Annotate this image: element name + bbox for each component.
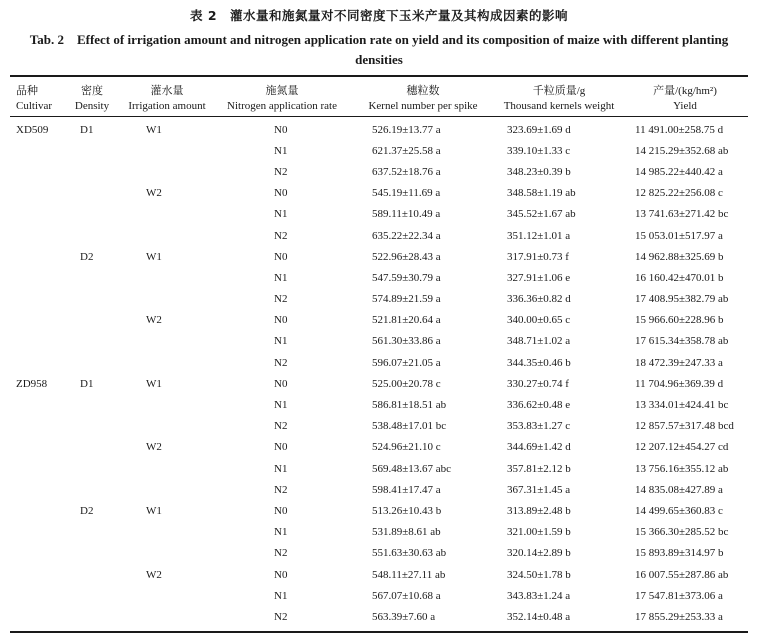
cell-kernel-weight: 345.52±1.67 ab (507, 208, 576, 221)
cell-cultivar: ZD958 (16, 377, 48, 390)
header-cultivar-en: Cultivar (16, 100, 53, 112)
cell-kernel-number: 548.11±27.11 ab (372, 568, 446, 581)
header-density (72, 84, 112, 114)
cell-irrigation (146, 416, 274, 437)
table-row (10, 564, 748, 585)
table-row (10, 310, 748, 331)
cell-kernel-number: 526.19±13.77 a (372, 123, 441, 136)
cell-irrigation (146, 140, 274, 161)
cell-kernel-number: 561.30±33.86 a (372, 335, 441, 348)
cell-irrigation (146, 331, 274, 352)
table-title-english: Tab. 2 Effect of irrigation amount and nitrogen application rate on yield and its composition of maize with different planting densities (29, 32, 729, 67)
cell-cultivar (10, 585, 80, 606)
cell-kernel-number: 513.26±10.43 b (372, 504, 442, 517)
cell-irrigation (146, 543, 274, 564)
cell-nitrogen: N2 (274, 229, 288, 242)
cell-cultivar (10, 161, 80, 182)
cell-yield: 15 053.01±517.97 a (635, 229, 723, 242)
table-row (10, 352, 748, 373)
cell-density (80, 352, 146, 373)
table-row (10, 161, 748, 182)
cell-yield: 18 472.39±247.33 a (635, 356, 723, 369)
cell-kernel-number: 635.22±22.34 a (372, 229, 441, 242)
cell-nitrogen: N1 (274, 462, 288, 475)
cell-nitrogen: N0 (274, 568, 288, 581)
bottom-rule (10, 631, 748, 633)
table-row (10, 606, 748, 627)
table-row (10, 416, 748, 437)
cell-nitrogen: N0 (274, 377, 288, 390)
cell-kernel-weight: 343.83±1.24 a (507, 589, 571, 602)
cell-irrigation: W2 (146, 568, 162, 581)
cell-cultivar (10, 140, 80, 161)
header-weight-cn: 千粒质量/g (532, 85, 586, 97)
cell-nitrogen: N0 (274, 123, 288, 136)
cell-irrigation: W2 (146, 441, 162, 454)
cell-yield: 17 855.29±253.33 a (635, 610, 723, 623)
cell-kernel-number: 525.00±20.78 c (372, 377, 441, 390)
table-row (10, 204, 748, 225)
cell-irrigation: W1 (146, 123, 162, 136)
cell-cultivar (10, 289, 80, 310)
table-row (10, 458, 748, 479)
cell-cultivar (10, 479, 80, 500)
header-density-en: Density (74, 100, 110, 112)
cell-irrigation: W1 (146, 250, 162, 263)
cell-kernel-number: 521.81±20.64 a (372, 314, 441, 327)
cell-irrigation: W2 (146, 187, 162, 200)
cell-cultivar (10, 458, 80, 479)
cell-nitrogen: N2 (274, 420, 288, 433)
cell-cultivar: XD509 (16, 123, 49, 136)
cell-kernel-number: 563.39±7.60 a (372, 610, 436, 623)
cell-density (80, 394, 146, 415)
cell-kernel-weight: 348.58±1.19 ab (507, 187, 576, 200)
cell-yield: 16 160.42±470.01 b (635, 271, 724, 284)
cell-density (80, 289, 146, 310)
cell-nitrogen: N0 (274, 441, 288, 454)
cell-yield: 15 893.89±314.97 b (635, 547, 724, 560)
cell-kernel-weight: 324.50±1.78 b (507, 568, 571, 581)
cell-kernel-weight: 367.31±1.45 a (507, 483, 571, 496)
cell-yield: 14 215.29±352.68 ab (635, 144, 729, 157)
table-row (10, 289, 748, 310)
table-row (10, 331, 748, 352)
cell-kernel-weight: 327.91±1.06 e (507, 271, 571, 284)
header-weight-en: Thousand kernels weight (503, 100, 615, 112)
cell-nitrogen: N2 (274, 165, 288, 178)
table-row (10, 183, 748, 204)
cell-yield: 17 408.95±382.79 ab (635, 293, 729, 306)
cell-yield: 11 491.00±258.75 d (635, 123, 724, 136)
cell-irrigation (146, 606, 274, 627)
cell-density (80, 479, 146, 500)
cell-density (80, 437, 146, 458)
cell-irrigation (146, 522, 274, 543)
cell-yield: 15 966.60±228.96 b (635, 314, 724, 327)
cell-yield: 13 756.16±355.12 ab (635, 462, 729, 475)
cell-kernel-weight: 321.00±1.59 b (507, 526, 571, 539)
header-kernel-number (358, 84, 488, 114)
cell-irrigation (146, 585, 274, 606)
cell-cultivar (10, 267, 80, 288)
cell-density (80, 585, 146, 606)
cell-density (80, 310, 146, 331)
cell-density: D1 (80, 123, 94, 136)
cell-yield: 12 857.57±317.48 bcd (635, 420, 734, 433)
cell-nitrogen: N1 (274, 589, 288, 602)
cell-yield: 14 962.88±325.69 b (635, 250, 724, 263)
table-title-chinese: 表 2 灌水量和施氮量对不同密度下玉米产量及其构成因素的影响 (189, 8, 569, 23)
cell-yield: 14 499.65±360.83 c (635, 504, 723, 517)
cell-kernel-number: 569.48±13.67 abc (372, 462, 452, 475)
cell-nitrogen: N2 (274, 293, 288, 306)
cell-yield: 14 835.08±427.89 a (635, 483, 723, 496)
cell-kernel-weight: 353.83±1.27 c (507, 420, 571, 433)
header-density-cn: 密度 (81, 85, 103, 97)
cell-irrigation: W1 (146, 504, 162, 517)
cell-cultivar (10, 564, 80, 585)
cell-nitrogen: N2 (274, 356, 288, 369)
cell-kernel-weight: 317.91±0.73 f (507, 250, 569, 263)
table-row (10, 479, 748, 500)
cell-kernel-weight: 352.14±0.48 a (507, 610, 571, 623)
table-row (10, 119, 748, 140)
cell-irrigation (146, 267, 274, 288)
cell-kernel-weight: 323.69±1.69 d (507, 123, 571, 136)
header-yield (628, 84, 742, 114)
cell-cultivar (10, 500, 80, 521)
top-rule (10, 75, 748, 77)
cell-kernel-weight: 348.23±0.39 b (507, 165, 571, 178)
cell-density (80, 458, 146, 479)
cell-nitrogen: N1 (274, 526, 288, 539)
cell-cultivar (10, 204, 80, 225)
cell-density (80, 331, 146, 352)
cell-yield: 11 704.96±369.39 d (635, 377, 724, 390)
cell-irrigation: W2 (146, 314, 162, 327)
cell-kernel-number: 596.07±21.05 a (372, 356, 441, 369)
data-table (10, 119, 748, 628)
cell-cultivar (10, 437, 80, 458)
cell-yield: 15 366.30±285.52 bc (635, 526, 729, 539)
cell-irrigation: W1 (146, 377, 162, 390)
cell-irrigation (146, 289, 274, 310)
cell-cultivar (10, 394, 80, 415)
cell-nitrogen: N2 (274, 483, 288, 496)
cell-irrigation (146, 225, 274, 246)
cell-cultivar (10, 246, 80, 267)
header-irrigation (122, 84, 212, 114)
cell-yield: 13 741.63±271.42 bc (635, 208, 729, 221)
cell-kernel-weight: 336.36±0.82 d (507, 293, 571, 306)
cell-cultivar (10, 183, 80, 204)
cell-nitrogen: N1 (274, 399, 288, 412)
cell-yield: 14 985.22±440.42 a (635, 165, 723, 178)
table-row (10, 543, 748, 564)
cell-nitrogen: N0 (274, 314, 288, 327)
table-row (10, 500, 748, 521)
cell-kernel-number: 589.11±10.49 a (372, 208, 441, 221)
cell-yield: 17 615.34±358.78 ab (635, 335, 729, 348)
cell-kernel-number: 531.89±8.61 ab (372, 526, 441, 539)
cell-density (80, 204, 146, 225)
header-kernel-cn: 穗粒数 (406, 85, 440, 97)
cell-nitrogen: N0 (274, 250, 288, 263)
cell-cultivar (10, 543, 80, 564)
cell-density (80, 183, 146, 204)
cell-nitrogen: N2 (274, 610, 288, 623)
table-row (10, 267, 748, 288)
cell-kernel-weight: 348.71±1.02 a (507, 335, 571, 348)
cell-nitrogen: N0 (274, 504, 288, 517)
header-nitrogen-cn: 施氮量 (265, 85, 299, 97)
cell-kernel-weight: 340.00±0.65 c (507, 314, 571, 327)
table-row (10, 246, 748, 267)
cell-nitrogen: N1 (274, 144, 288, 157)
cell-kernel-weight: 313.89±2.48 b (507, 504, 571, 517)
table-row (10, 585, 748, 606)
cell-density (80, 225, 146, 246)
cell-nitrogen: N1 (274, 271, 288, 284)
cell-irrigation (146, 458, 274, 479)
cell-kernel-weight: 357.81±2.12 b (507, 462, 571, 475)
cell-density (80, 564, 146, 585)
header-cultivar-cn: 品种 (16, 85, 38, 97)
cell-kernel-weight: 344.69±1.42 d (507, 441, 571, 454)
cell-density (80, 543, 146, 564)
cell-irrigation (146, 204, 274, 225)
cell-kernel-number: 522.96±28.43 a (372, 250, 441, 263)
header-nitrogen-en: Nitrogen application rate (227, 100, 337, 112)
cell-kernel-number: 538.48±17.01 bc (372, 420, 447, 433)
cell-yield: 12 207.12±454.27 cd (635, 441, 729, 454)
cell-nitrogen: N2 (274, 547, 288, 560)
cell-irrigation (146, 479, 274, 500)
table-row (10, 225, 748, 246)
cell-kernel-weight: 330.27±0.74 f (507, 377, 569, 390)
cell-kernel-number: 567.07±10.68 a (372, 589, 441, 602)
header-irrigation-en: Irrigation amount (128, 100, 206, 112)
cell-kernel-number: 586.81±18.51 ab (372, 399, 447, 412)
table-row (10, 522, 748, 543)
cell-irrigation (146, 161, 274, 182)
cell-density (80, 140, 146, 161)
header-cultivar (16, 84, 52, 114)
cell-density (80, 522, 146, 543)
header-nitrogen (217, 84, 347, 114)
header-kernel-en: Kernel number per spike (368, 100, 478, 112)
cell-kernel-number: 598.41±17.47 a (372, 483, 441, 496)
header-rule (10, 116, 748, 117)
cell-nitrogen: N1 (274, 208, 288, 221)
cell-cultivar (10, 310, 80, 331)
cell-kernel-weight: 320.14±2.89 b (507, 547, 571, 560)
cell-kernel-number: 524.96±21.10 c (372, 441, 441, 454)
cell-nitrogen: N0 (274, 187, 288, 200)
cell-irrigation (146, 352, 274, 373)
cell-kernel-number: 637.52±18.76 a (372, 165, 441, 178)
cell-kernel-weight: 339.10±1.33 c (507, 144, 571, 157)
header-yield-cn: 产量/(kg/hm²) (653, 85, 717, 97)
table-row (10, 437, 748, 458)
cell-yield: 12 825.22±256.08 c (635, 187, 723, 200)
cell-cultivar (10, 416, 80, 437)
cell-kernel-number: 545.19±11.69 a (372, 187, 441, 200)
cell-density: D2 (80, 250, 94, 263)
cell-kernel-weight: 336.62±0.48 e (507, 399, 571, 412)
cell-density (80, 416, 146, 437)
cell-yield: 16 007.55±287.86 ab (635, 568, 729, 581)
data-table-body (10, 119, 748, 628)
cell-kernel-weight: 344.35±0.46 b (507, 356, 571, 369)
cell-kernel-weight: 351.12±1.01 a (507, 229, 571, 242)
header-yield-en: Yield (673, 100, 697, 112)
header-kernel-weight (494, 84, 624, 114)
cell-density: D2 (80, 504, 94, 517)
cell-kernel-number: 547.59±30.79 a (372, 271, 441, 284)
cell-density (80, 267, 146, 288)
table-row (10, 140, 748, 161)
cell-density: D1 (80, 377, 94, 390)
cell-cultivar (10, 522, 80, 543)
cell-kernel-number: 621.37±25.58 a (372, 144, 441, 157)
cell-kernel-number: 551.63±30.63 ab (372, 547, 447, 560)
cell-kernel-number: 574.89±21.59 a (372, 293, 441, 306)
cell-irrigation (146, 394, 274, 415)
header-irrigation-cn: 灌水量 (150, 85, 184, 97)
cell-nitrogen: N1 (274, 335, 288, 348)
cell-cultivar (10, 606, 80, 627)
cell-cultivar (10, 331, 80, 352)
table-row (10, 394, 748, 415)
cell-density (80, 161, 146, 182)
table-row (10, 373, 748, 394)
cell-density (80, 606, 146, 627)
cell-cultivar (10, 352, 80, 373)
cell-yield: 13 334.01±424.41 bc (635, 399, 729, 412)
cell-yield: 17 547.81±373.06 a (635, 589, 723, 602)
cell-cultivar (10, 225, 80, 246)
